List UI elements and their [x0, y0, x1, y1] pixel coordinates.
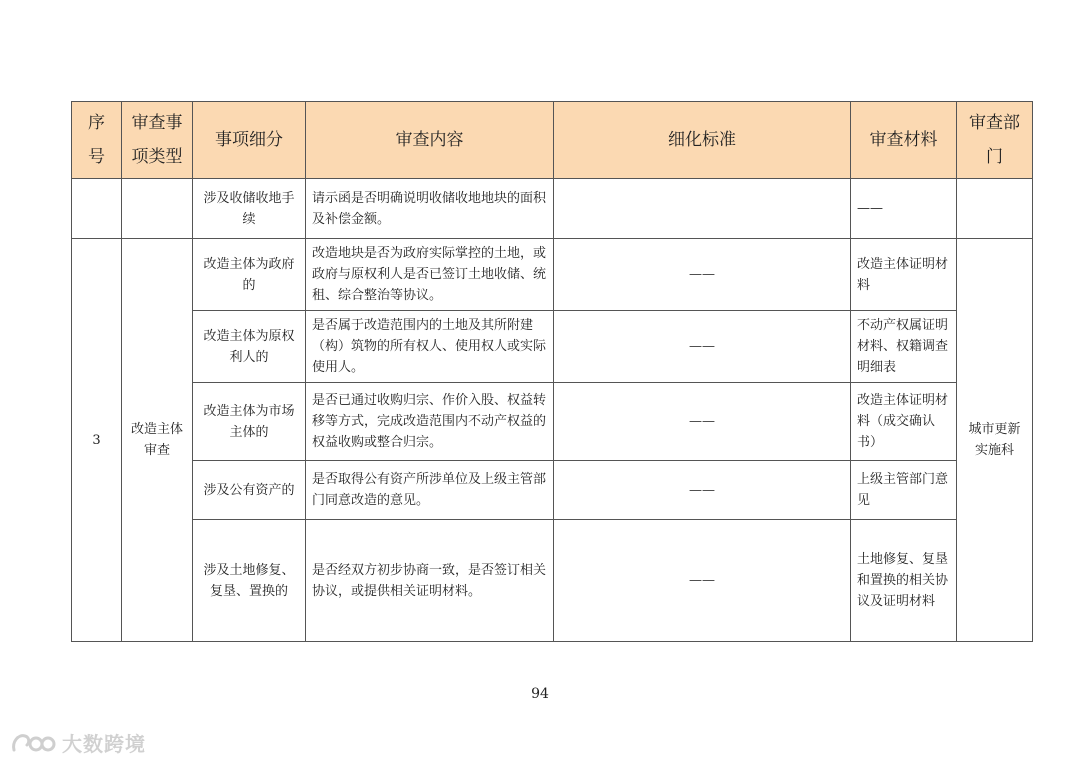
table-row: [72, 383, 1033, 461]
cell-standard: ——: [554, 311, 851, 383]
cell-subitem: 改造主体为原权利人的: [193, 311, 306, 383]
cell-materials: 土地修复、复垦和置换的相关协议及证明材料: [851, 520, 957, 642]
header-content: 审查内容: [306, 102, 554, 179]
cell-department: [957, 179, 1033, 239]
cell-materials: 上级主管部门意见: [851, 461, 957, 520]
cell-content: 改造地块是否为政府实际掌控的土地，或政府与原权利人是否已签订土地收储、统租、综合整治等协议。: [306, 239, 554, 311]
table-row: [72, 311, 1033, 383]
watermark-logo-icon: [10, 730, 56, 756]
cell-content: 是否经双方初步协商一致，是否签订相关协议，或提供相关证明材料。: [306, 520, 554, 642]
review-table: [71, 101, 1033, 642]
cell-standard: ——: [554, 383, 851, 461]
cell-materials: 改造主体证明材料（成交确认书）: [851, 383, 957, 461]
header-type: 审查事项类型: [122, 102, 193, 179]
header-subitem: 事项细分: [193, 102, 306, 179]
table-header-row: [72, 102, 1033, 179]
header-seq: 序号: [72, 102, 122, 179]
cell-materials: 不动产权属证明材料、权籍调查明细表: [851, 311, 957, 383]
cell-content: 是否属于改造范围内的土地及其所附建（构）筑物的所有权人、使用权人或实际使用人。: [306, 311, 554, 383]
page-number: 94: [531, 686, 549, 702]
cell-materials: ——: [851, 179, 957, 239]
cell-subitem: 改造主体为政府的: [193, 239, 306, 311]
cell-content: 请示函是否明确说明收储收地地块的面积及补偿金额。: [306, 179, 554, 239]
watermark: [10, 728, 146, 757]
cell-standard: ——: [554, 239, 851, 311]
cell-content: 是否已通过收购归宗、作价入股、权益转移等方式，完成改造范围内不动产权益的权益收购或整合归宗。: [306, 383, 554, 461]
cell-subitem: 涉及土地修复、复垦、置换的: [193, 520, 306, 642]
cell-subitem: 改造主体为市场主体的: [193, 383, 306, 461]
header-standard: 细化标准: [554, 102, 851, 179]
cell-seq: [72, 179, 122, 239]
table-row: [72, 520, 1033, 642]
cell-standard: ——: [554, 461, 851, 520]
table-row: [72, 461, 1033, 520]
cell-department: 城市更新实施科: [957, 239, 1033, 642]
cell-materials: 改造主体证明材料: [851, 239, 957, 311]
cell-type: 改造主体审查: [122, 239, 193, 642]
cell-standard: ——: [554, 520, 851, 642]
watermark-text: 大数跨境: [62, 732, 146, 756]
cell-standard: [554, 179, 851, 239]
cell-subitem: 涉及收储收地手续: [193, 179, 306, 239]
cell-seq: 3: [72, 239, 122, 642]
header-materials: 审查材料: [851, 102, 957, 179]
table-row: [72, 239, 1033, 311]
cell-subitem: 涉及公有资产的: [193, 461, 306, 520]
cell-content: 是否取得公有资产所涉单位及上级主管部门同意改造的意见。: [306, 461, 554, 520]
cell-type: [122, 179, 193, 239]
header-department: 审查部门: [957, 102, 1033, 179]
table-row: [72, 179, 1033, 239]
